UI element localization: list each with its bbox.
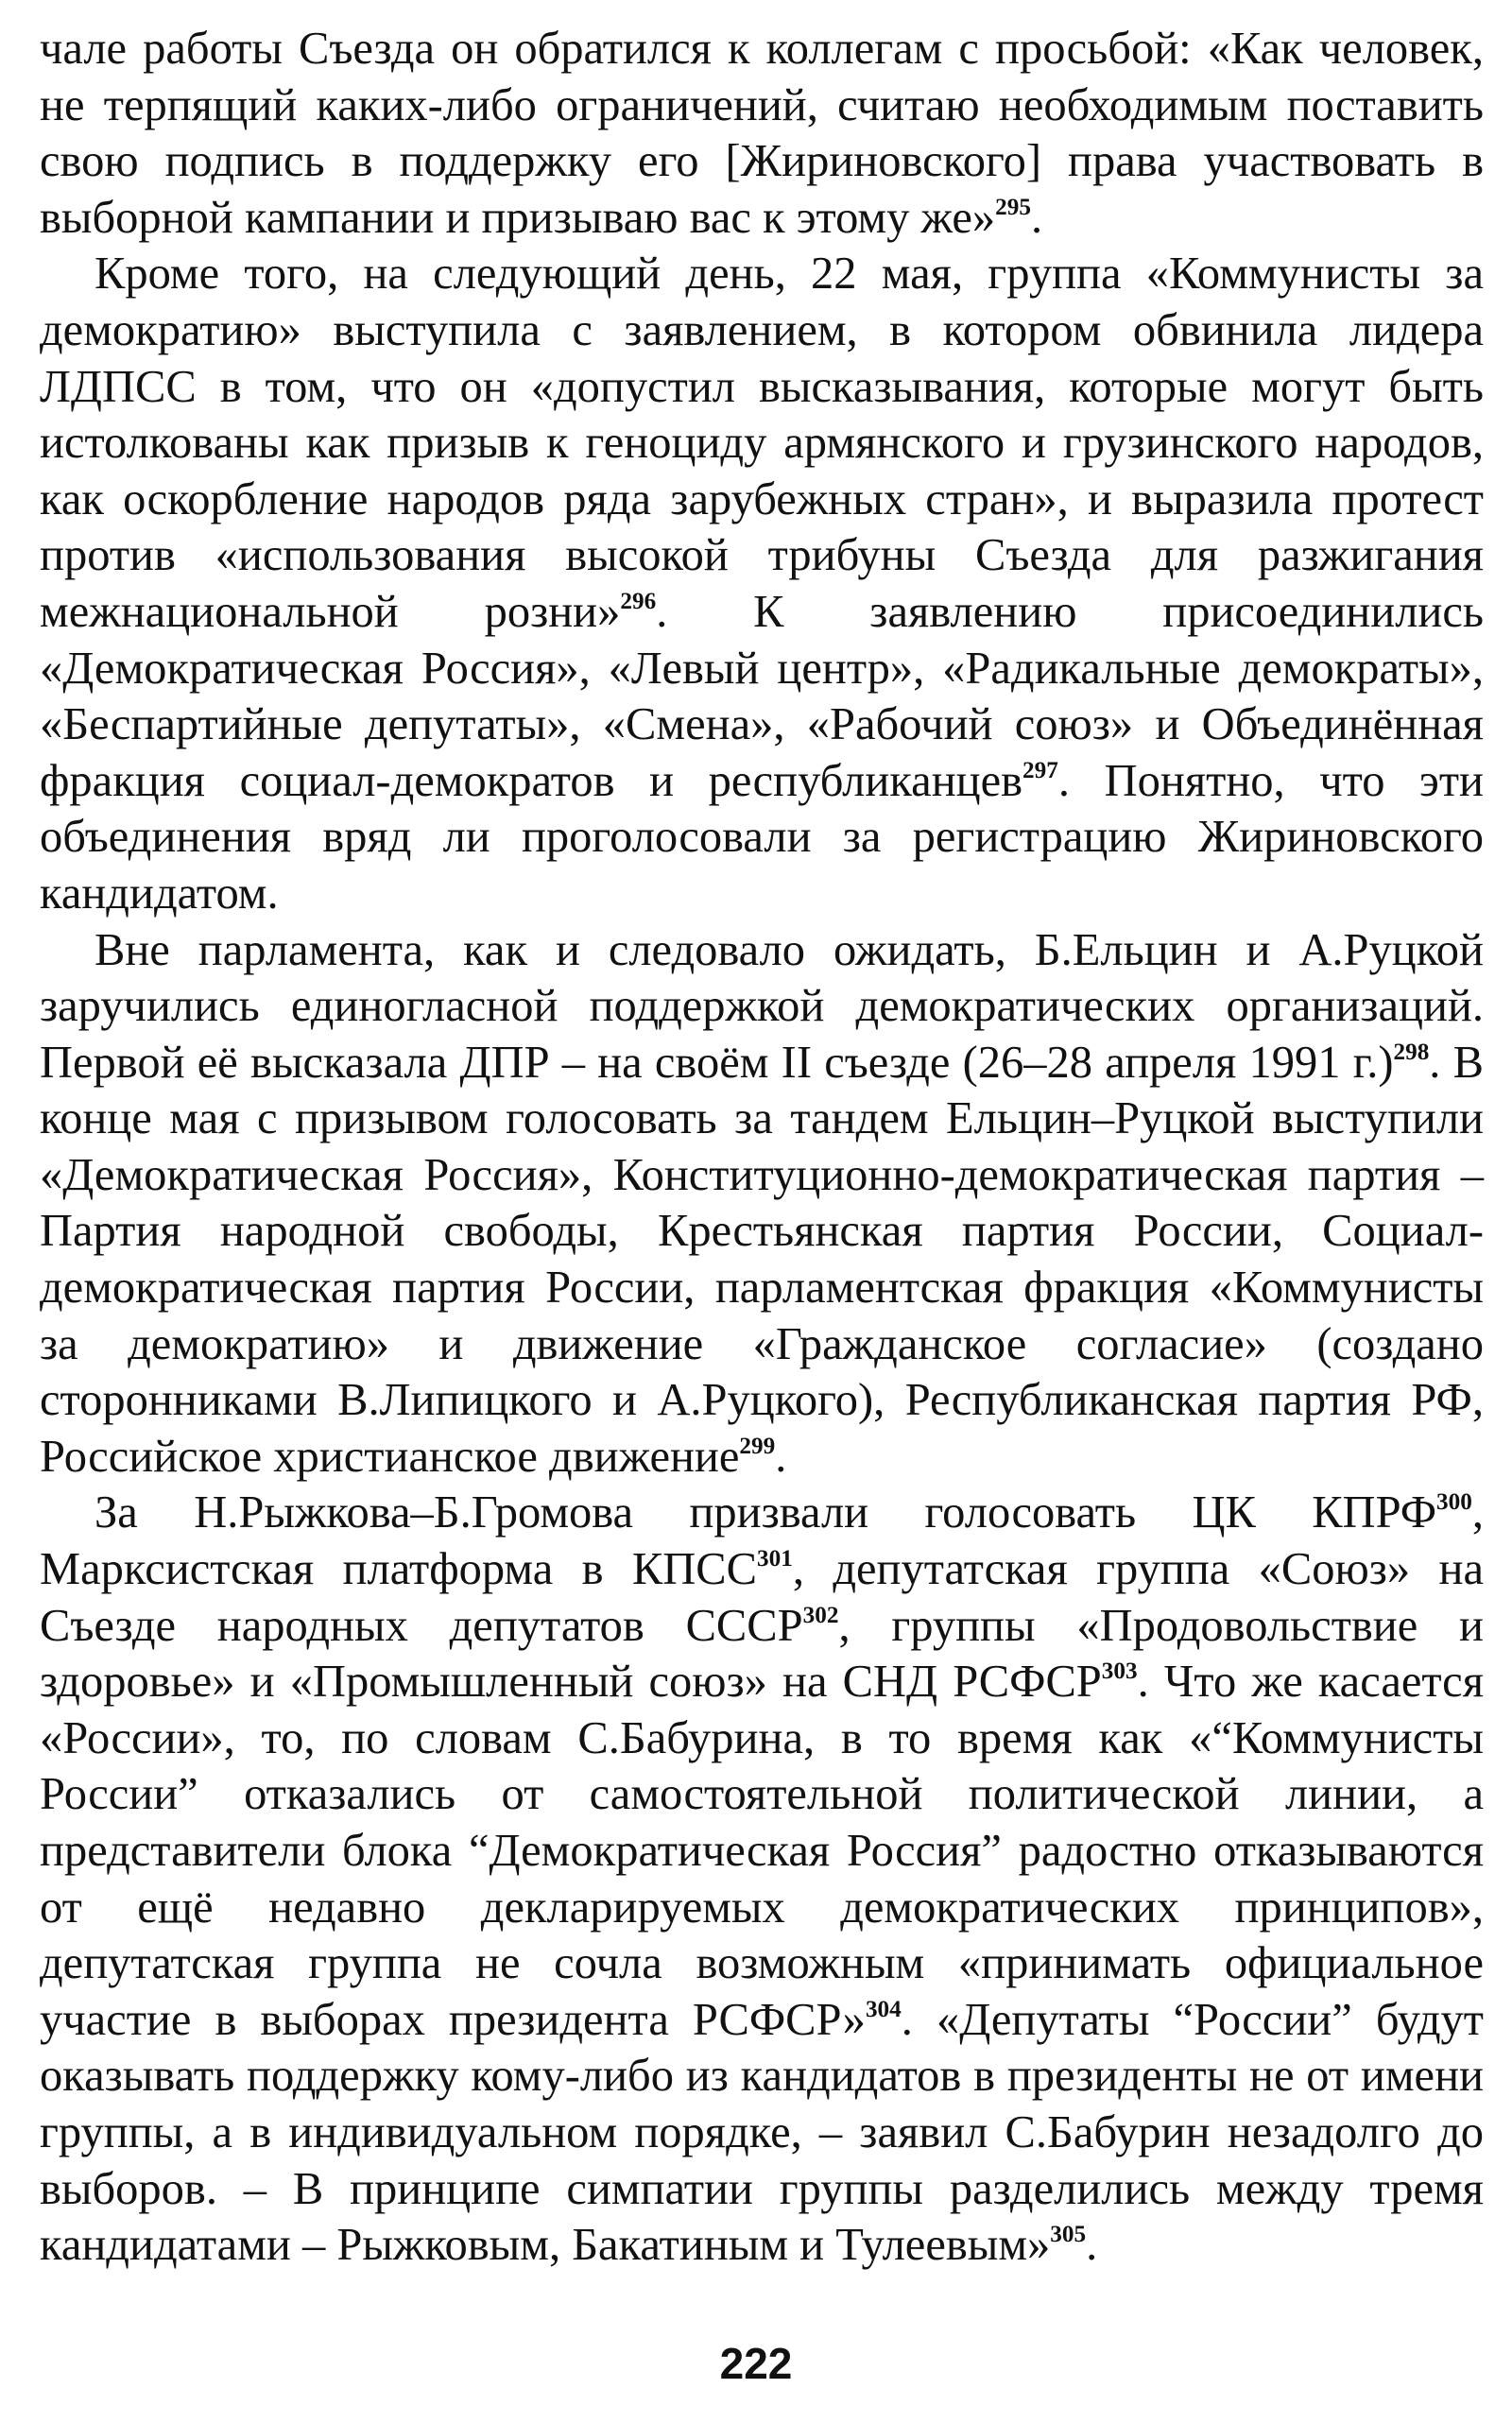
text-run: Кроме того, на следующий день, 22 мая, группа «Коммунисты за демократию» выступила с заявлением, в котором обвинила лидера ЛДПСС в том, что он «допустил высказывания, которые могут быть истолкованы как призыв к геноциду армянского и грузинского народов, как оскорбление народов ряда зарубежных стран», и выразила протест против «использования высокой трибуны Съезда для разжигания межнациональной розни»	[40, 249, 1484, 637]
text-run: , Марксистская платформа в КПСС	[40, 1487, 1484, 1595]
footnote-ref: 300	[1436, 1489, 1472, 1516]
footnote-ref: 302	[802, 1602, 839, 1628]
text-run: . «Депутаты “России” будут оказывать поддержку кому-либо из кандидатов в президенты не от имени группы, а в индивидуальном порядке, – заявил С.Бабурин незадолго до выборов. – В принципе симпатии группы разделились между тремя кандидатами – Рыжковым, Бакатиным и Тулеевым»	[40, 1994, 1484, 2271]
footnote-ref: 305	[1050, 2222, 1087, 2248]
text-run: .	[1086, 2220, 1098, 2271]
footnote-ref: 298	[1393, 1039, 1430, 1065]
page-number: 222	[719, 2339, 793, 2388]
text-run: . К заявлению присоединились «Демократическая Россия», «Левый центр», «Радикальные демократы», «Беспартийные депутаты», «Смена», «Рабочий союз» и Объединённая фракция социал-демократов и республиканцев	[40, 586, 1484, 806]
footnote-ref: 304	[865, 1996, 902, 2022]
page-body	[40, 21, 1484, 2274]
text-run: .	[775, 1431, 787, 1482]
paragraph-1	[40, 21, 1484, 246]
footnote-ref: 295	[995, 194, 1031, 220]
text-run: . Понятно, что эти объединения вряд ли проголосовали за регистрацию Жириновского кандидатом.	[40, 755, 1485, 919]
text-run: Вне парламента, как и следовало ожидать, Б.Ельцин и А.Руцкой заручились единогласной поддержкой демократических организаций. Первой её высказала ДПР – на своём II съезде (26–28 апреля 1991 г.)	[40, 924, 1484, 1088]
footnote-ref: 303	[1101, 1658, 1138, 1685]
text-run: чале работы Съезда он обратился к коллегам с просьбой: «Как человек, не терпящий каких-либо ограничений, считаю необходимым поставить свою подпись в поддержку его [Жириновского] права участвовать в выборной кампании и призываю вас к этому же»	[40, 24, 1484, 243]
text-run: За Н.Рыжкова–Б.Громова призвали голосовать ЦК КПРФ	[94, 1487, 1437, 1538]
text-run: , группы «Продовольствие и здоровье» и «Промышленный союз» на СНД РСФСР	[40, 1600, 1484, 1708]
paragraph-4	[40, 1485, 1484, 2273]
footnote-ref: 297	[1022, 757, 1058, 783]
text-run: .	[1030, 192, 1043, 243]
text-run: . В конце мая с призывом голосовать за тандем Ельцин–Руцкой выступили «Демократическая Россия», Конституционно-демократическая партия – Партия народной свободы, Крестьянская партия России, Социал-демократическая партия России, парламентская фракция «Коммунисты за демократию» и движение «Гражданское согласие» (создано сторонниками В.Липицкого и А.Руцкого), Республиканская партия РФ, Российское христианское движение	[40, 1037, 1484, 1482]
paragraph-3	[40, 922, 1484, 1486]
footnote-ref: 299	[739, 1433, 776, 1459]
paragraph-2	[40, 246, 1484, 921]
text-run: , депутатская группа «Союз» на Съезде народных депутатов СССР	[40, 1544, 1484, 1651]
text-run: . Что же касается «России», то, по словам С.Бабурина, в то время как «“Коммунисты России” отказались от самостоятельной политической линии, а представители блока “Демократическая Россия” радостно отказываются от ещё недавно декларируемых демократических принципов», депутатская группа не сочла возможным «принимать официальное участие в выборах президента РСФСР»	[40, 1657, 1485, 2045]
footnote-ref: 296	[620, 589, 657, 615]
footnote-ref: 301	[757, 1546, 793, 1572]
